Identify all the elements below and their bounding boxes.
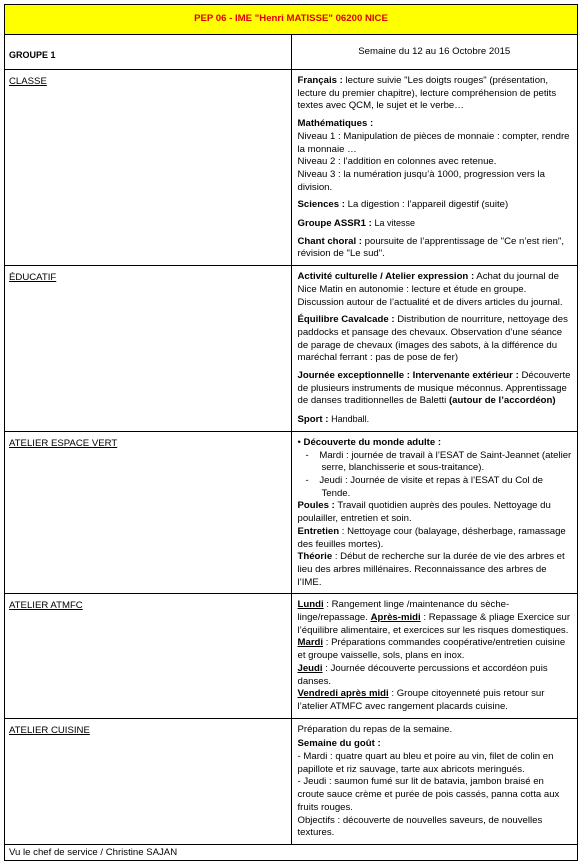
schedule-table [4, 4, 578, 845]
list-item: - Jeudi : saumon fumé sur lit de batavia, jambon braisé en croute sauce crème et purée de pois cassés, panna cotta aux fruits rouges. [297, 776, 560, 813]
maths-line: Niveau 2 : l’addition en colonnes avec retenue. [297, 156, 497, 168]
schedule-sheet [4, 4, 578, 861]
section-content-atmfc [291, 594, 578, 718]
list-item: - Mardi : quatre quart au bleu et poire au vin, filet de colin en papillote et riz sauvage, tarte aux abricots meringués. [297, 751, 554, 775]
journee-entry: Journée exceptionnelle : Intervenante extérieur : Découverte de plusieurs instruments de musique méconnus. Apprentissage de danses traditionnelles de Baletti (autour de l’accordéon) [297, 370, 571, 407]
section-content-classe [291, 70, 578, 266]
culture-entry: Activité culturelle / Atelier expression : Achat du journal de Nice Matin en autonomie : lecture et étude en groupe. Discussion autour de l’actualité et de divers articles du journal. [297, 271, 563, 308]
vendredi-entry: Vendredi après midi : Groupe citoyenneté puis retour sur l’atelier ATMFC avec rangement placards cuisine. [297, 688, 545, 712]
objectifs-entry: Objectifs : découverte de nouvelles saveurs, de nouvelles textures. [297, 814, 543, 839]
chant-entry: Chant choral : poursuite de l’apprentissage de "Ce n’est rien", révision de "Le sud". [297, 235, 565, 260]
maths-line: Niveau 1 : Manipulation de pièces de monnaie : compter, rendre la monnaie … [297, 130, 570, 155]
maths-line: Niveau 3 : la numération jusqu’à 1000, progression vers la division. [297, 168, 545, 193]
section-label-atmfc: ATELIER ATMFC [5, 594, 292, 718]
theorie-entry: Théorie : Début de recherche sur la durée de vie des arbres et lieu des arbres millénaires. Reconnaissance des arbres de l’IME. [297, 551, 565, 588]
section-label-cuisine: ATELIER CUISINE [5, 718, 292, 844]
bullet-icon: • [297, 436, 301, 448]
mardi-entry: Mardi : Préparations commandes coopérative/entretien cuisine et groupe vaisselle, sols, plans en inox. [297, 637, 566, 662]
assr-entry: Groupe ASSR1 : La vitesse [297, 218, 415, 230]
francais-entry: Français : lecture suivie "Les doigts rouges" (présentation, lecture du premier chapitre), lecture compréhension de petits textes avec QCM, le sujet et le verbe… [297, 75, 557, 112]
lundi-entry: Lundi : Rangement linge /maintenance du sèche-linge/repassage. Après-midi : Repassage & pliage Exercice sur l’équilibre alimentaire, et exercices sur les risques domestiques. [297, 599, 571, 636]
section-label-educatif: ÉDUCATIF [5, 266, 292, 432]
jeudi-entry: Jeudi : Journée découverte percussions et accordéon puis danses. [297, 662, 548, 687]
group-label: GROUPE 1 [5, 35, 292, 70]
row-espace-vert [5, 431, 578, 593]
maths-heading: Mathématiques : [297, 118, 374, 130]
section-label-espace-vert: ATELIER ESPACE VERT [5, 431, 292, 593]
sport-entry: Sport : Handball. [297, 414, 370, 426]
footer-signature: Vu le chef de service / Christine SAJAN [4, 845, 578, 861]
equilibre-entry: Équilibre Cavalcade : Distribution de nourriture, nettoyage des paddocks et pansage des chevaux. Observation d’une séance de parage de chevaux (images des sabots, à la différence du maréchal ferrant : pas de pose de fer) [297, 314, 568, 364]
section-label-classe: CLASSE [5, 70, 292, 266]
row-educatif [5, 266, 578, 432]
week-title: Semaine du 12 au 16 Octobre 2015 [291, 35, 578, 70]
poules-entry: Poules : Travail quotidien auprès des poules. Nettoyage du poulailler, entretien et soin. [297, 500, 551, 525]
list-item: - Jeudi : Journée de visite et repas à l’ESAT du Col de Tende. [305, 474, 543, 499]
row-cuisine [5, 718, 578, 844]
row-atmfc [5, 594, 578, 718]
page-title: PEP 06 - IME "Henri MATISSE" 06200 NICE [5, 5, 578, 35]
section-content-espace-vert [291, 431, 578, 593]
row-classe [5, 70, 578, 266]
section-content-educatif [291, 266, 578, 432]
gout-heading: Semaine du goût : [297, 738, 381, 750]
sciences-entry: Sciences : La digestion : l’appareil digestif (suite) [297, 199, 509, 211]
section-content-cuisine [291, 718, 578, 844]
header-row [5, 5, 578, 35]
list-item: - Mardi : journée de travail à l’ESAT de Saint-Jeannet (atelier serre, blanchisserie et sous-traitance). [305, 449, 572, 474]
cuisine-intro: Préparation du repas de la semaine. [297, 723, 453, 735]
entretien-entry: Entretien : Nettoyage cour (balayage, désherbage, ramassage des feuilles mortes). [297, 525, 566, 550]
group-row [5, 35, 578, 70]
decouverte-heading: • Découverte du monde adulte : [297, 436, 442, 448]
